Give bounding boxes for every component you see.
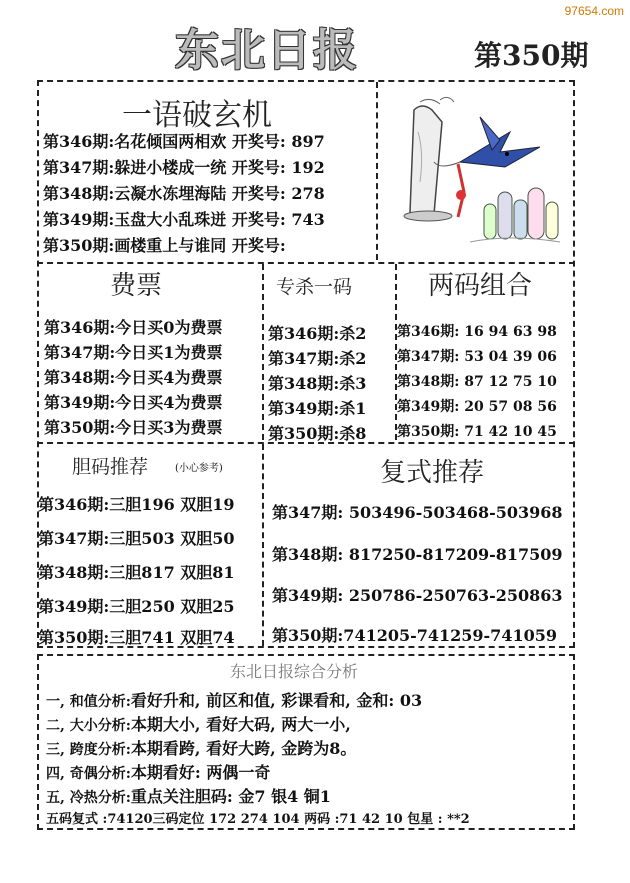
feipiao-row: 第347期:今日买1为费票 <box>44 343 223 362</box>
analysis-label: 五, 冷热分析: <box>46 790 131 806</box>
bird-and-scrolls-illustration <box>400 92 565 252</box>
analysis-footer: 五码复式 :74120三码定位 172 274 104 两码 :71 42 10 包星 : **2 <box>46 812 470 827</box>
divider <box>262 444 264 646</box>
fushi-row: 第347期: 503496-503468-503968 <box>272 503 563 522</box>
feipiao-row: 第350期:今日买3为费票 <box>44 418 223 437</box>
divider <box>376 82 378 260</box>
danma-row: 第347期:三胆503 双胆50 <box>38 529 235 548</box>
analysis-row <box>46 688 422 711</box>
liangma-row: 第346期: 16 94 63 98 <box>397 324 557 340</box>
liangma-row: 第347期: 53 04 39 06 <box>397 349 557 365</box>
zhuansha-row: 第349期:杀1 <box>268 399 367 418</box>
analysis-label: 三, 跨度分析: <box>46 742 131 758</box>
feipiao-row: 第348期:今日买4为费票 <box>44 368 223 387</box>
liangma-heading: 两码组合 <box>428 271 533 301</box>
danma-row: 第348期:三胆817 双胆81 <box>38 563 235 582</box>
liangma-row: 第350期: 71 42 10 45 <box>397 424 557 440</box>
danma-heading: 胆码推荐 <box>72 456 149 478</box>
danma-row: 第346期:三胆196 双胆19 <box>38 495 235 514</box>
liangma-row: 第348期: 87 12 75 10 <box>397 374 557 390</box>
feipiao-heading: 费票 <box>110 271 163 301</box>
analysis-heading: 东北日报综合分析 <box>230 662 359 681</box>
analysis-text: 本期看好: 两偶一奇 <box>130 763 271 782</box>
analysis-label: 二, 大小分析: <box>46 718 131 734</box>
fushi-row: 第349期: 250786-250763-250863 <box>272 586 563 605</box>
analysis-row <box>46 712 351 735</box>
analysis-text: 重点关注胆码: 金7 银4 铜1 <box>130 787 331 806</box>
analysis-text: 本期看跨, 看好大跨, 金跨为8。 <box>130 739 357 758</box>
analysis-label: 一, 和值分析: <box>46 694 131 710</box>
analysis-text: 看好升和, 前区和值, 彩课看和, 金和: 03 <box>130 691 423 710</box>
liangma-row: 第349期: 20 57 08 56 <box>397 399 557 415</box>
analysis-text: 本期大小, 看好大码, 两大一小, <box>130 715 351 734</box>
fushi-row: 第348期: 817250-817209-817509 <box>272 545 563 564</box>
yiyu-row: 第346期:名花倾国两相欢 开奖号: 897 <box>43 132 325 151</box>
feipiao-row: 第349期:今日买4为费票 <box>44 393 223 412</box>
analysis-label: 四, 奇偶分析: <box>46 766 131 782</box>
fushi-row: 第350期:741205-741259-741059 <box>272 626 557 645</box>
yiyu-heading: 一语破玄机 <box>122 98 272 133</box>
divider <box>37 262 575 264</box>
zhuansha-row: 第346期:杀2 <box>268 324 367 343</box>
divider <box>37 442 575 444</box>
yiyu-row: 第347期:躲进小楼成一统 开奖号: 192 <box>43 158 325 177</box>
newspaper-title: 东北日报 <box>175 25 359 76</box>
issue-number: 第350期 <box>474 39 589 72</box>
yiyu-row: 第349期:玉盘大小乱珠迸 开奖号: 743 <box>43 210 325 229</box>
zhuansha-heading: 专杀一码 <box>276 276 353 298</box>
analysis-row <box>46 736 356 759</box>
yiyu-row: 第348期:云凝水冻埋海陆 开奖号: 278 <box>43 184 325 203</box>
analysis-row <box>46 760 270 783</box>
feipiao-row: 第346期:今日买0为费票 <box>44 318 223 337</box>
zhuansha-row: 第350期:杀8 <box>268 424 367 443</box>
zhuansha-row: 第348期:杀3 <box>268 374 367 393</box>
divider <box>262 264 264 440</box>
yiyu-row: 第350期:画楼重上与谁同 开奖号: <box>43 236 286 255</box>
site-watermark: 97654.com <box>564 4 624 18</box>
zhuansha-row: 第347期:杀2 <box>268 349 367 368</box>
fushi-heading: 复式推荐 <box>380 458 485 488</box>
analysis-row <box>46 784 331 807</box>
danma-note: (小心参考) <box>175 463 223 474</box>
danma-row: 第349期:三胆250 双胆25 <box>38 597 235 616</box>
danma-row: 第350期:三胆741 双胆74 <box>38 628 235 647</box>
